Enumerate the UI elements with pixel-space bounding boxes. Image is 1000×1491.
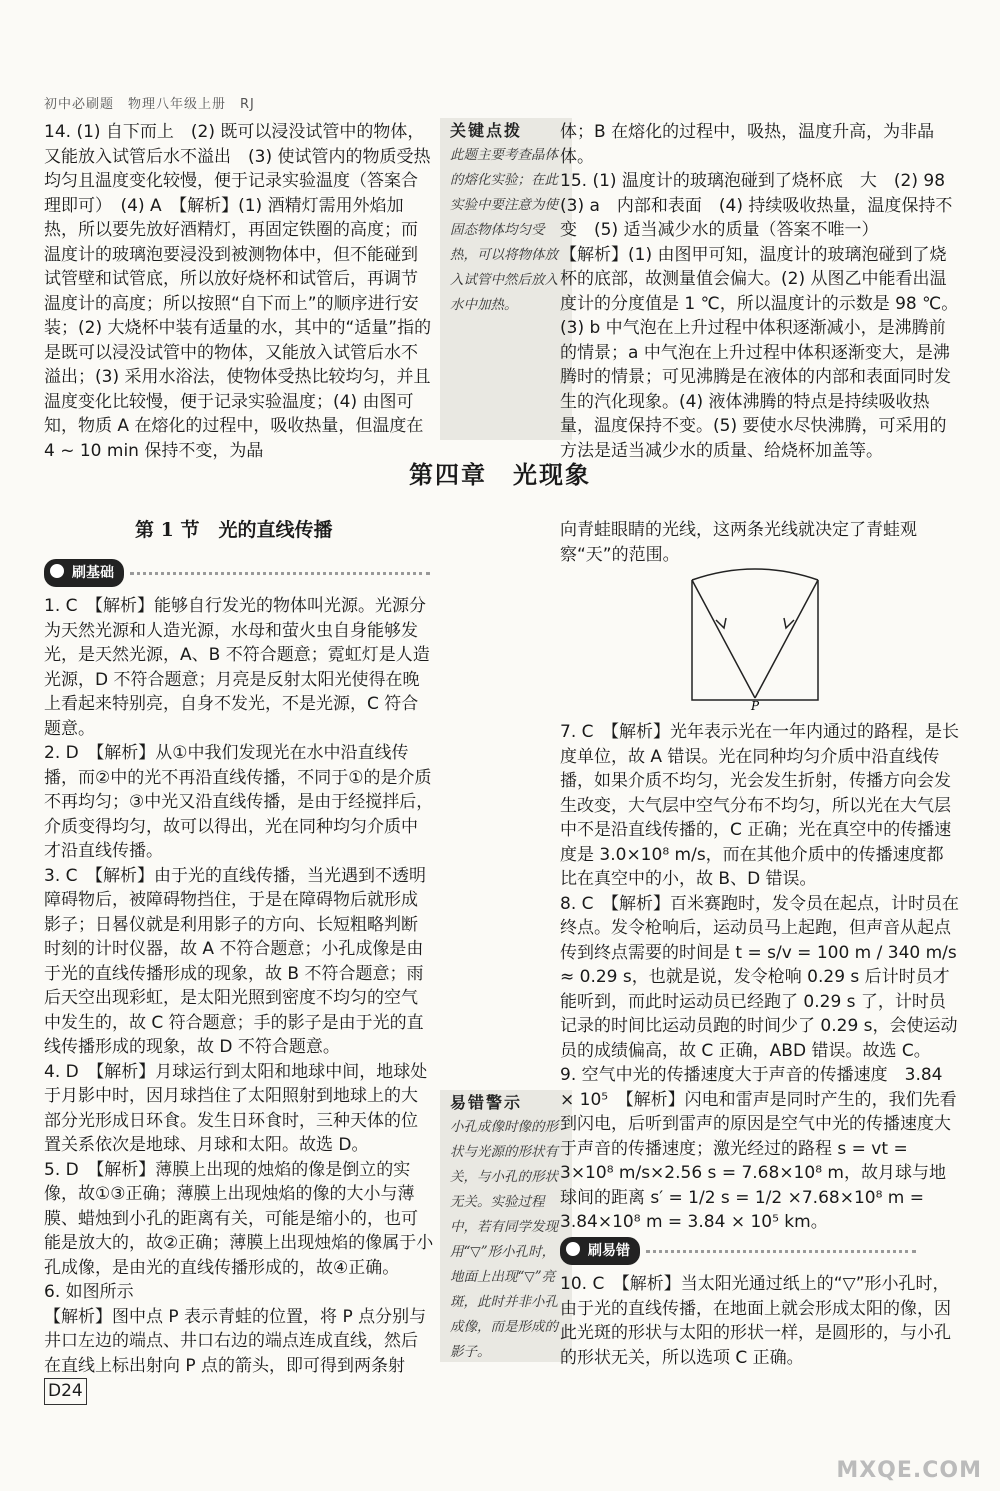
error-warning-title: 易错警示 [450, 1093, 523, 1112]
well-walls [692, 580, 818, 700]
left-column [44, 594, 434, 1378]
page-number: D24 [44, 1378, 87, 1405]
error-warning-sidebar [440, 1090, 572, 1362]
sky-arc [692, 569, 818, 580]
question-6: 6. 如图所示 [44, 1282, 134, 1302]
light-ray-right [755, 580, 818, 698]
question-1: 1. C 【解析】能够自行发光的物体叫光源。光源分为天然光源和人造光源，水母和萤火虫自身能够发光，是天然光源，A、B 不符合题意；霓虹灯是人造光源，D 不符合题意；月亮是反射太阳光使得在晚上看起来特别亮，自身不发光，不是光源，C 符合题意。 [44, 596, 430, 739]
frog-well-diagram [680, 560, 830, 710]
question-2: 2. D 【解析】从①中我们发现光在水中沿直线传播，而②中的光不再沿直线传播，不同于①的是介质不再均匀；③中光又沿直线传播，是由于经搅拌后，介质变得均匀，故可以得出，光在同种均匀介质中才沿直线传播。 [44, 743, 434, 861]
basic-tag-label: 刷基础 [44, 559, 124, 588]
chapter-title: 第四章 光现象 [409, 460, 591, 489]
error-tag [560, 1238, 916, 1264]
question-10: 10. C 【解析】当太阳光通过纸上的“▽”形小孔时，由于光的直线传播，在地面上就会形成太阳的像，因此光斑的形状与太阳的形状一样，是圆形的，与小孔的形状无关，所以选项 C 正确。 [560, 1274, 951, 1368]
question-7: 7. C 【解析】光年表示光在一年内通过的路程，是长度单位，故 A 错误。光在同种均匀介质中沿直线传播，如果介质不均匀，光会发生折射，传播方向会发生改变，大气层中空气分布不均匀，所以光在大气层中不是沿直线传播的，C 正确；光在真空中的传播速度是 3.0×10⁸ m/s，而在其他介质中的传播速度都比在真空中的小，故 B、D 错误。 [560, 722, 959, 889]
page-header: 初中必刷题 物理八年级上册 RJ [44, 97, 255, 112]
question-9: 9. 空气中光的传播速度大于声音的传播速度 3.84 × 10⁵ 【解析】闪电和雷声是同时产生的，我们先看到闪电，后听到雷声的原因是空气中光的传播速度大于声音的传播速度；激光经过的路程 s = vt = 3×10⁸ m/s×2.56 s = 7.68×10⁸ m，故月球与地球间的距离 s′ = 1/2 s = 1/2 ×7.68×10⁸ m = 3.84×10⁸ m = 3.84 × 10⁵ km。 [560, 1065, 957, 1232]
key-point-sidebar [440, 118, 572, 440]
error-warning-text: 小孔成像时像的形状与光源的形状有关，与小孔的形状无关。实验过程中，若有同学发现用“▽”形小孔时，地面上出现“▽”亮斑，此时并非小孔成像，而是形成的影子。 [450, 1119, 558, 1360]
question-15-analysis: 【解析】(1) 由图甲可知，温度计的玻璃泡碰到了烧杯的底部，故测量值会偏大。(2) 从图乙中能看出温度计的分度值是 1 ℃，所以温度计的示数是 98 ℃。(3) b 中气泡在上升过程中体积逐渐减小，是沸腾前的情景；a 中气泡在上升过程中体积逐渐变大，是沸腾时的情景；可见沸腾是在液体的内部和表面同时发生的汽化现象。(4) 液体沸腾的特点是持续吸收热量，温度保持不变。(5) 要使水尽快沸腾，可采用的方法是适当减少水的质量、给烧杯加盖等。 [560, 244, 959, 461]
key-point-text: 此题主要考查晶体的熔化实验；在此实验中要注意为使固态物体均匀受热，可以将物体放入试管中然后放入水中加热。 [450, 147, 558, 313]
question-4: 4. D 【解析】月球运行到太阳和地球中间，地球处于月影中时，因月球挡住了太阳照射到地球上的大部分光形成日环食。发生日环食时，三种天体的位置关系依次是地球、月球和太阳。故选 D。 [44, 1061, 428, 1155]
question-5: 5. D 【解析】薄膜上出现的烛焰的像是倒立的实像，故①③正确；薄膜上出现烛焰的像的大小与薄膜、蜡烛到小孔的距离有关，可能是缩小的，也可能是放大的，故②正确；薄膜上出现烛焰的像属于小孔成像，是由光的直线传播形成的，故④正确。 [44, 1159, 434, 1278]
question-14: 14. (1) 自下而上 (2) 既可以浸没试管中的物体，又能放入试管后水不溢出 (3) 使试管内的物质受热均匀且温度变化较慢，便于记录实验温度（答案合理即可） (4) A 【解析】(1) 酒精灯需用外焰加热，所以要先放好酒精灯，再固定铁圈的高度；而温度计的玻璃泡要浸没到被测物体中，但不能碰到试管壁和试管底，所以放好烧杯和试管后，再调节温度计的高度；所以按照“自下而上”的顺序进行安装；(2) 大烧杯中装有适量的水，其中的“适量”指的是既可以浸没试管中的物体，又能放入试管后水不溢出；(3) 采用水浴法，使物体受热比较均匀，并且温度变化比较慢，便于记录实验温度；(4) 由图可知，物质 A 在熔化的过程中，吸收热量，但温度在 4 ~ 10 min 保持不变，为晶 [44, 122, 432, 461]
right-column [560, 720, 960, 1235]
q6-continuation: 向青蛙眼睛的光线，这两条光线就决定了青蛙观察“天”的范围。 [560, 520, 917, 565]
tag-divider [646, 1250, 916, 1253]
top-right-column [560, 120, 963, 463]
question-8: 8. C 【解析】百米赛跑时，发令员在起点，计时员在终点。发令枪响后，运动员马上起跑，但声音从起点传到终点需要的时间是 t = s/v = 100 m / 340 m/s ≈ 0.29 s，也就是说，发令枪响 0.29 s 后计时员才能听到，而此时运动员已经跑了 0.29 s 了，计时员记录的时间比运动员跑的时间少了 0.29 s，会使运动员的成绩偏高，故 C 正确，ABD 错误。故选 C。 [560, 893, 959, 1061]
basic-tag [44, 560, 430, 586]
watermark: MXQE.COM [836, 1457, 982, 1483]
question-15: 15. (1) 温度计的玻璃泡碰到了烧杯底 大 (2) 98 (3) a 内部和表面 (4) 持续吸收热量，温度保持不变 (5) 适当减少水的质量（答案不唯一） [560, 171, 963, 240]
question-6-analysis: 【解析】图中点 P 表示青蛙的位置，将 P 点分别与井口左边的端点、井口右边的端点连成直线，然后在直线上标出射向 P 点的箭头，即可得到两条射 [44, 1306, 427, 1376]
q14-continuation: 体；B 在熔化的过程中，吸热，温度升高，为非晶体。 [560, 122, 935, 167]
key-point-title: 关键点拨 [450, 121, 523, 140]
light-ray-left [692, 580, 755, 698]
question-3: 3. C 【解析】由于光的直线传播，当光遇到不透明障碍物后，被障碍物挡住，于是在障碍物后就形成影子；日晷仪就是利用影子的方向、长短粗略判断时刻的计时仪器，故 A 不符合题意；小孔成像是由于光的直线传播形成的现象，故 B 不符合题意；雨后天空出现彩虹，是太阳光照到密度不均匀的空气中发生的，故 C 符合题意；手的影子是由于光的直线传播形成的现象，故 D 不符合题意。 [44, 865, 426, 1057]
section-title: 第 1 节 光的直线传播 [135, 519, 333, 541]
point-p-label: P [751, 699, 760, 710]
tag-divider [130, 572, 430, 575]
error-tag-label: 刷易错 [560, 1237, 640, 1266]
